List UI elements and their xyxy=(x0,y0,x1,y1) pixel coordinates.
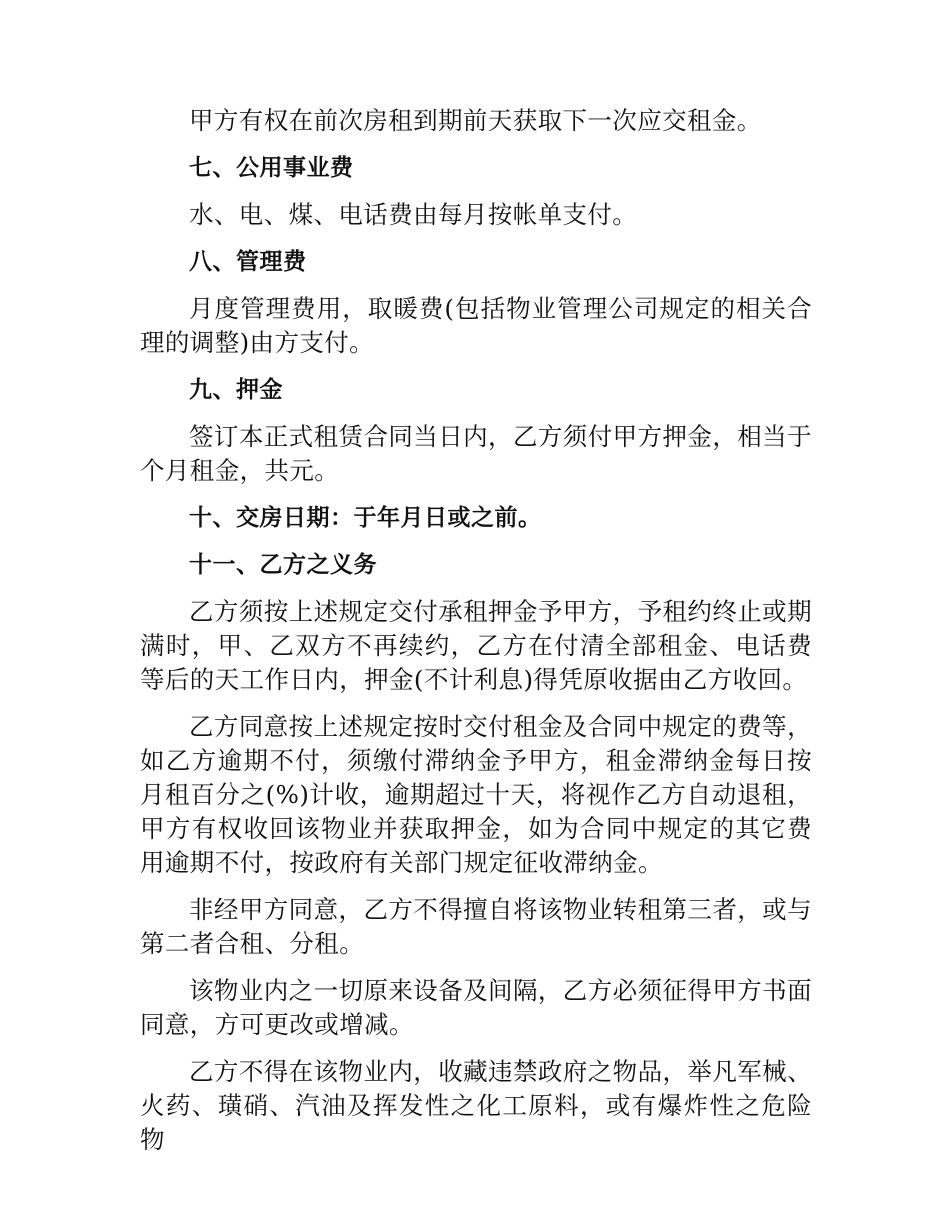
heading-utilities: 七、公用事业费 xyxy=(189,155,354,181)
heading-deposit: 九、押金 xyxy=(189,377,283,403)
paragraph-deposit-refund: 乙方须按上述规定交付承租押金予甲方，予租约终止或期满时，甲、乙双方不再续约，乙方在付清全部租金、电话费等后的天工作日内，押金(不计利息)得凭原收据由乙方收回。 xyxy=(140,597,812,694)
paragraph-management-fee: 月度管理费用，取暖费(包括物业管理公司规定的相关合理的调整)由方支付。 xyxy=(140,294,812,357)
document-page xyxy=(140,104,812,1170)
heading-tenant-obligations: 十一、乙方之义务 xyxy=(189,552,377,578)
paragraph-deposit: 签订本正式租赁合同当日内，乙方须付甲方押金，相当于个月租金，共元。 xyxy=(140,422,812,485)
heading-handover-date: 十、交房日期：于年月日或之前。 xyxy=(189,505,542,531)
heading-management-fee: 八、管理费 xyxy=(189,249,307,275)
paragraph-sublet: 非经甲方同意，乙方不得擅自将该物业转租第三者，或与第二者合租、分租。 xyxy=(140,895,812,958)
paragraph-alterations: 该物业内之一切原来设备及间隔，乙方必须征得甲方书面同意，方可更改或增减。 xyxy=(140,976,812,1039)
paragraph-prohibited-items: 乙方不得在该物业内，收藏违禁政府之物品，举凡军械、火药、璜硝、汽油及挥发性之化工原料，或有爆炸性之危险物 xyxy=(140,1057,812,1154)
paragraph-utilities: 水、电、煤、电话费由每月按帐单支付。 xyxy=(189,200,638,229)
paragraph-rent-advance: 甲方有权在前次房租到期前天获取下一次应交租金。 xyxy=(189,106,762,135)
paragraph-late-fee: 乙方同意按上述规定按时交付租金及合同中规定的费等，如乙方逾期不付，须缴付滞纳金予甲方，租金滞纳金每日按月租百分之(%)计收，逾期超过十天，将视作乙方自动退租，甲方有权收回该物业并获取押金，如为合同中规定的其它费用逾期不付，按政府有关部门规定征收滞纳金。 xyxy=(140,712,812,877)
